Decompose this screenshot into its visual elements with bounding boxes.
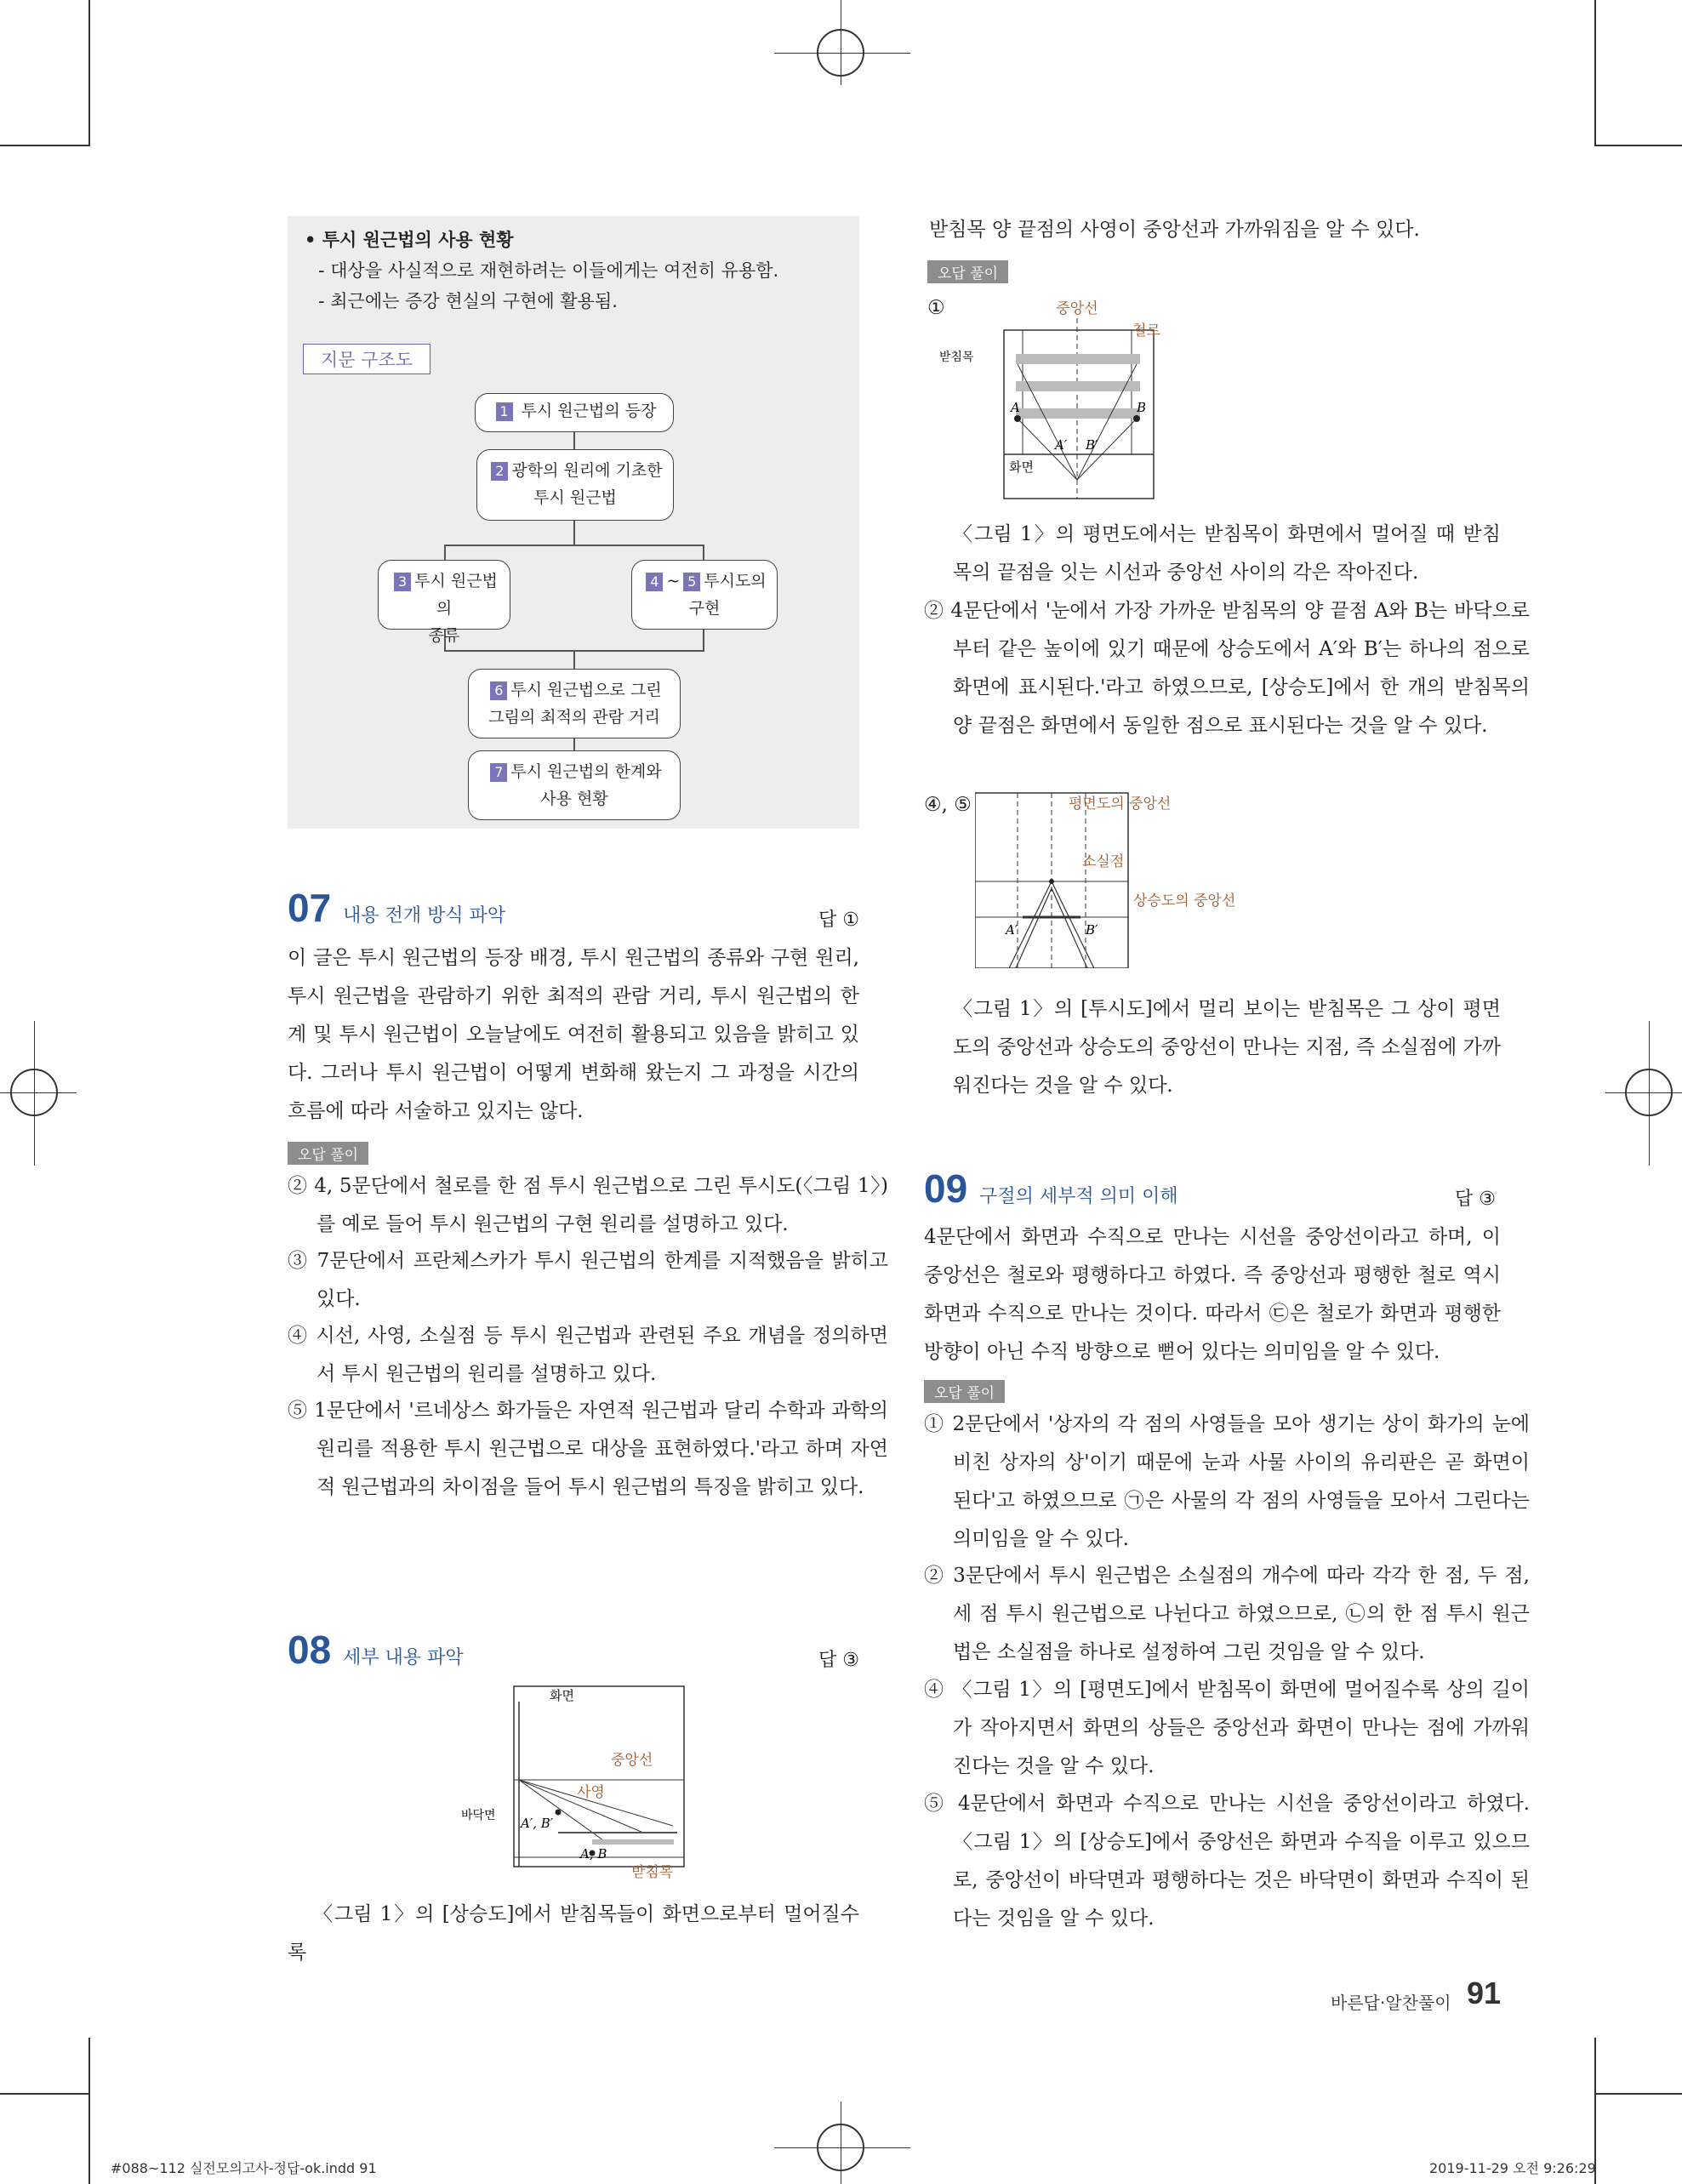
node-text: 그림의 최적의 관람 거리: [488, 708, 660, 727]
explanation-text: 이 글은 투시 원근법의 등장 배경, 투시 원근법의 종류와 구현 원리, 투시 원근법을 관람하기 위한 최적의 관람 거리, 투시 원근법의 한계 및 투시 원근법이 오늘날에도 여전히 활용되고 있음을 밝히고 있다. 그러나 투시 원근법이 어떻게 변화해 왔는지 그 과정을 시간의 흐름에 따라 서술하고 있지는 않다.: [288, 947, 859, 1122]
figure-label: A′: [1006, 922, 1018, 938]
registration-line: [0, 1092, 77, 1093]
question-number: 08: [288, 1628, 332, 1672]
figure-label: 바닥면: [461, 1809, 496, 1822]
point-a: [1014, 415, 1021, 422]
option-explanation: ② 4문단에서 '눈에서 가장 가까운 받침목의 양 끝점 A와 B는 바닥으로부터 같은 높이에 있기 때문에 상승도에서 A′와 B′는 하나의 점으로 화면에 표시된다.'라고 하였으므로, [상승도]에서 한 개의 받침목의 양 끝점은 화면에서 동일한 점으로 표시된다는 것을 알 수 있다.: [924, 600, 1530, 737]
wrong-answer-badge: 오답 풀이: [288, 1142, 368, 1165]
answer-label: 답 ③: [1455, 1189, 1496, 1210]
paragraph-number: 3: [394, 573, 411, 591]
question-type: 구절의 세부적 의미 이해: [979, 1186, 1178, 1207]
crop-mark: [1594, 145, 1682, 146]
bullet-title: • 투시 원근법의 사용 현황: [305, 230, 514, 250]
bullet-line: - 대상을 사실적으로 재현하려는 이들에게는 여전히 유용함.: [318, 260, 779, 281]
paragraph-number: 4: [646, 573, 663, 591]
figure-label: A′: [1055, 437, 1068, 453]
option-explanation: ③ 7문단에서 프란체스카가 투시 원근법의 한계를 지적했음을 밝히고 있다.: [288, 1250, 888, 1310]
paragraph-number: 6: [490, 681, 507, 700]
elevation-figure: [456, 1683, 694, 1879]
node-text: 투시 원근법: [533, 488, 617, 507]
sleeper-block: [1016, 354, 1140, 364]
figure-label: 상승도의 중앙선: [1133, 892, 1236, 910]
question-type: 내용 전개 방식 파악: [343, 905, 506, 927]
crop-mark: [0, 2093, 90, 2095]
option-label: ④, ⑤: [924, 794, 972, 816]
figure-label: A, B: [580, 1846, 607, 1862]
registration-line: [1649, 1021, 1650, 1166]
paragraph-number: 7: [490, 763, 507, 782]
structure-node-4-5: 4 ~ 5 투시도의 구현: [631, 560, 778, 630]
bullet-line: - 최근에는 증강 현실의 구현에 활용됨.: [318, 291, 618, 311]
figure-label: A′, B′: [521, 1816, 554, 1831]
node-text: 투시도의: [704, 572, 767, 590]
option-explanation: ① 2문단에서 '상자의 각 점의 사영들을 모아 생기는 상이 화가의 눈에 비친 상자의 상'이기 때문에 눈과 사물 사이의 유리판은 곧 화면이 된다'고 하였으므로 ㉠은 사물의 각 점의 사영들을 모아서 그린다는 의미임을 알 수 있다.: [924, 1413, 1530, 1550]
vanishing-point: [1049, 879, 1054, 884]
connector: [444, 545, 704, 546]
node-text: 구현: [688, 599, 721, 618]
perspective-figure: [975, 790, 1281, 968]
answer-label: 답 ①: [818, 910, 859, 931]
answer-label: 답 ③: [818, 1650, 859, 1671]
structure-node-2: [476, 449, 674, 521]
option-label: ①: [927, 297, 945, 319]
node-text: 투시 원근법의 한계와: [510, 762, 662, 781]
wrong-answer-badge: 오답 풀이: [924, 1380, 1005, 1403]
figure-label: 사영: [577, 1784, 605, 1801]
print-file-name: #088~112 실전모의고사-정답-ok.indd 91: [111, 2160, 377, 2176]
registration-line: [774, 2147, 910, 2148]
structure-node-7: [468, 750, 681, 820]
question-number: 09: [924, 1166, 968, 1211]
figure-label: 받침목: [631, 1864, 674, 1879]
registration-line: [34, 1021, 35, 1166]
structure-node-3: [378, 560, 510, 645]
figure-label: B′: [1086, 922, 1098, 938]
explanation-text: 받침목 양 끝점의 사영이 중앙선과 가까워짐을 알 수 있다.: [929, 219, 1420, 241]
point-a-prime: [556, 1810, 562, 1816]
plan-figure: [939, 293, 1169, 502]
crop-mark: [1594, 0, 1596, 146]
connector: [573, 431, 575, 451]
question-08-header: [288, 1627, 464, 1673]
question-type: 세부 내용 파악: [343, 1647, 464, 1668]
node-text: 종류: [428, 626, 460, 645]
node-text: 사용 현황: [540, 790, 608, 808]
wrong-answer-badge: 오답 풀이: [927, 260, 1008, 283]
question-number: 07: [288, 886, 332, 930]
sleeper-block: [1016, 381, 1140, 391]
figure-label: 화면: [550, 1688, 574, 1703]
explanation-text: 4문단에서 화면과 수직으로 만나는 시선을 중앙선이라고 하며, 이 중앙선은 철로와 평행하다고 하였다. 즉 중앙선과 평행한 철로 역시 화면과 수직으로 만나는 것이다. 따라서 ㉢은 철로가 화면과 평행한 방향이 아닌 수직 방향으로 뻗어 있다는 의미임을 알 수 있다.: [924, 1226, 1501, 1363]
registration-line: [774, 53, 910, 54]
explanation-text: 〈그림 1〉의 [상승도]에서 받침목들이 화면으로부터 멀어질수록: [288, 1903, 859, 1964]
sleeper-block: [592, 1839, 674, 1845]
option-explanation: ② 4, 5문단에서 철로를 한 점 투시 원근법으로 그린 투시도(〈그림 1〉)를 예로 들어 투시 원근법의 구현 원리를 설명하고 있다.: [288, 1175, 888, 1235]
figure-label: 중앙선: [611, 1752, 653, 1769]
question-07-header: [288, 885, 505, 931]
figure-label: B: [1137, 400, 1147, 415]
figure-label: B′: [1086, 437, 1098, 453]
option-explanation: ④ 시선, 사영, 소실점 등 투시 원근법과 관련된 주요 개념을 정의하면서 투시 원근법의 원리를 설명하고 있다.: [288, 1325, 888, 1385]
node-text: 광학의 원리에 기초한: [511, 461, 663, 480]
node-text: 투시 원근법의: [414, 572, 498, 618]
connector: [703, 628, 704, 652]
paragraph-number: 1: [496, 402, 513, 421]
crop-mark: [1594, 2093, 1682, 2095]
node-text: 투시 원근법의 등장: [521, 402, 657, 420]
connector: [573, 650, 575, 670]
paragraph-number: 2: [491, 462, 508, 481]
option-explanation: ⑤ 1문단에서 '르네상스 화가들은 자연적 원근법과 달리 수학과 과학의 원리를 적용한 투시 원근법으로 대상을 표현하였다.'라고 하며 자연적 원근법과의 차이점을 들어 투시 원근법의 특징을 밝히고 있다.: [288, 1400, 888, 1498]
paragraph-number: 5: [683, 573, 700, 591]
print-timestamp: 2019-11-29 오전 9:26:29: [1429, 2160, 1596, 2176]
structure-node-6: [468, 669, 681, 738]
passage-structure-box: [288, 216, 859, 829]
crop-mark: [88, 2038, 90, 2184]
diagram-tag: 지문 구조도: [303, 344, 430, 374]
figure-label: 소실점: [1082, 853, 1125, 870]
figure-label: 받침목: [939, 351, 974, 364]
connector: [703, 545, 704, 562]
figure-label: A: [1011, 400, 1020, 415]
crop-mark: [0, 145, 90, 146]
option-explanation: ② 3문단에서 투시 원근법은 소실점의 개수에 따라 각각 한 점, 두 점, 세 점 투시 원근법으로 나뉜다고 하였으므로, ㉡의 한 점 투시 원근법은 소실점을 하나로 설정하여 그린 것임을 알 수 있다.: [924, 1565, 1530, 1663]
figure-label: 중앙선: [1056, 300, 1098, 317]
explanation-text: 〈그림 1〉의 평면도에서는 받침목이 화면에서 멀어질 때 받침목의 끝점을 잇는 시선과 중앙선 사이의 각은 작아진다.: [953, 523, 1501, 584]
connector: [573, 519, 575, 545]
structure-node-1: [475, 393, 674, 432]
point-b: [1133, 415, 1140, 422]
registration-line: [1605, 1092, 1682, 1093]
crop-mark: [88, 0, 90, 146]
explanation-text: 〈그림 1〉의 [투시도]에서 멀리 보이는 받침목은 그 상이 평면도의 중앙선과 상승도의 중앙선이 만나는 지점, 즉 소실점에 가까워진다는 것을 알 수 있다.: [953, 998, 1501, 1097]
node-text: 투시 원근법으로 그린: [510, 681, 662, 699]
option-explanation: ④ 〈그림 1〉의 [평면도]에서 받침목이 화면에 멀어질수록 상의 길이가 작아지면서 화면의 상들은 중앙선과 화면이 만나는 점에 가까워진다는 것을 알 수 있다.: [924, 1679, 1530, 1777]
figure-label: 평면도의 중앙선: [1069, 795, 1172, 813]
figure-label: 철로: [1132, 322, 1160, 339]
connector: [444, 545, 446, 562]
figure-label: 화면: [1009, 459, 1034, 475]
page-number: 91: [1467, 1976, 1502, 2010]
sleeper-block: [1016, 408, 1140, 419]
question-09-header: [924, 1166, 1178, 1212]
option-explanation: ⑤ 4문단에서 화면과 수직으로 만나는 시선을 중앙선이라고 하였다. 〈그림 1〉의 [상승도]에서 중앙선은 화면과 수직을 이루고 있으므로, 중앙선이 바닥면과 평행하다는 것은 바닥면이 화면과 수직이 된다는 것임을 알 수 있다.: [924, 1793, 1530, 1930]
book-label: 바른답·알찬풀이: [1331, 1993, 1451, 2013]
